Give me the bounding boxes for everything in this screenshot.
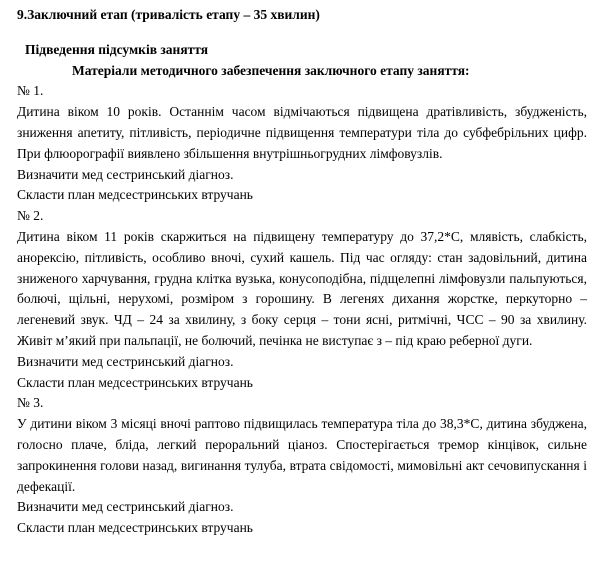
task-number: № 1. <box>17 83 44 99</box>
task-instruction-diagnosis: Визначити мед сестринський діагноз. <box>17 353 234 369</box>
task-number: № 3. <box>17 395 44 411</box>
task-instruction-plan: Скласти план медсестринських втручань <box>17 374 253 390</box>
task-case-text: Дитина віком 10 років. Останнім часом відмічаються підвищена дратівливість, збудженість, зниження апетиту, пітливість, періодичне підвищення температури тіла до субфебрільних цифр. При флюорографії виявлено збільшення внутрішньогрудних лімфовузлів. <box>17 104 587 161</box>
task-instruction-plan: Скласти план медсестринських втручань <box>17 187 253 203</box>
task-case-text: У дитини віком 3 місяці вночі раптово підвищилась температура тіла до 38,3*С, дитина збуджена, голосно плаче, бліда, легкий пероральний ціаноз. Спостерігається тремор кінцівок, сильне запрокинення голови назад, вигинання тулуба, втрата свідомості, мимовільні акт сечовипускання і дефекації. <box>17 416 587 494</box>
task-instruction-plan: Скласти план медсестринських втручань <box>17 520 253 536</box>
task-instruction-diagnosis: Визначити мед сестринський діагноз. <box>17 499 234 515</box>
task-instruction-diagnosis: Визначити мед сестринський діагноз. <box>17 166 234 182</box>
task-block-3 <box>17 393 587 539</box>
task-block-2 <box>17 206 587 393</box>
task-number: № 2. <box>17 208 44 224</box>
task-case-text: Дитина віком 11 років скаржиться на підвищену температуру до 37,2*С, млявість, слабкість, анорексію, пітливість, особливо вночі, сухий кашель. Під час огляду: стан задовільний, дитина зниженого харчування, грудна клітка вузька, конусоподібна, підщелепні лімфовузли пальпуються, болючі, щільні, нерухомі, розміром з горошину. В легенях дихання жорстке, перкуторно – легеневий звук. ЧД – 24 за хвилину, з боку серця – тони ясні, ритмічні, ЧСС – 90 за хвилину. Живіт м’який при пальпації, не болючий, печінка не виступає з – під краю реберної дуги. <box>17 228 587 348</box>
materials-title: Матеріали методичного забезпечення заключного етапу заняття: <box>72 62 470 78</box>
task-block-1 <box>17 81 587 206</box>
section-heading: 9.Заключний етап (тривалість етапу – 35 хвилин) <box>17 7 320 22</box>
summary-subheading: Підведення підсумків заняття <box>25 41 209 57</box>
